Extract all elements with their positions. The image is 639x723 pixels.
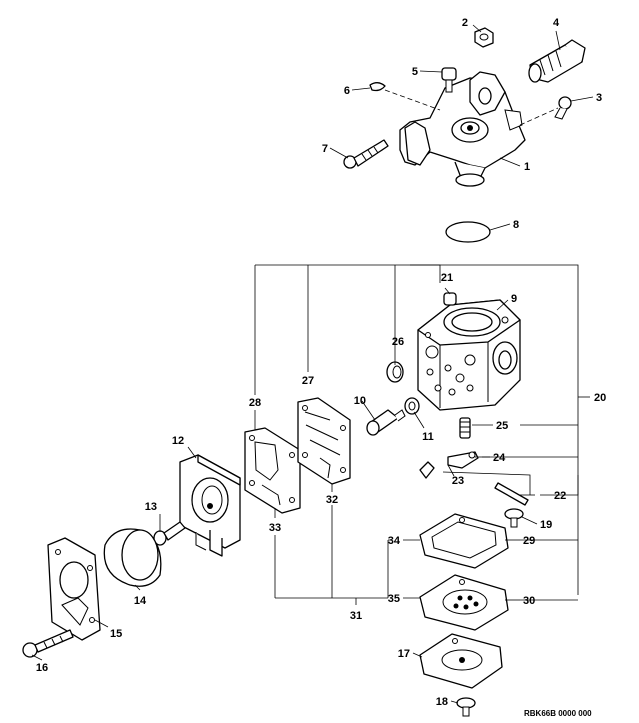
callout-22: 22 — [554, 490, 567, 502]
callout-21: 21 — [440, 272, 454, 284]
part-14-primer-bulb — [104, 529, 161, 586]
callout-17: 17 — [397, 648, 410, 660]
callout-5: 5 — [411, 66, 418, 78]
part-10-adjust-screw — [367, 410, 405, 435]
part-9-carburetor-body — [418, 300, 520, 410]
callout-24: 24 — [493, 452, 506, 464]
callout-8: 8 — [513, 219, 520, 231]
callout-31: 31 — [349, 610, 363, 622]
callout-9: 9 — [511, 293, 518, 305]
part-25-spring — [460, 418, 470, 438]
part-12-pump-cover — [180, 455, 240, 556]
part-2-nut — [475, 28, 493, 47]
callout-16: 16 — [35, 662, 49, 674]
part-6-clip — [370, 83, 385, 91]
part-11-spring — [405, 398, 419, 414]
callout-28: 28 — [248, 397, 262, 409]
callout-27: 27 — [301, 375, 315, 387]
callout-34: 34 — [387, 535, 400, 547]
callout-33: 33 — [268, 522, 282, 534]
callout-15: 15 — [110, 628, 123, 640]
part-15-cover-plate — [48, 538, 100, 640]
part-30-diaphragm — [420, 575, 508, 630]
callout-3: 3 — [596, 92, 603, 104]
part-29-gasket — [420, 514, 508, 568]
callout-20: 20 — [594, 392, 607, 404]
part-18-screw — [457, 698, 475, 716]
part-16-screw — [23, 630, 73, 657]
part-21-plug — [444, 293, 456, 305]
callout-13: 13 — [144, 501, 157, 513]
callout-1: 1 — [524, 161, 531, 173]
callout-25: 25 — [496, 420, 509, 432]
callout-12: 12 — [171, 435, 185, 447]
part-13-screw — [154, 522, 185, 545]
part-27-diaphragm — [298, 398, 350, 484]
figure-code: RBK66B 0000 000 — [524, 709, 592, 718]
callout-29: 29 — [523, 535, 536, 547]
callout-10: 10 — [353, 395, 366, 407]
part-23-needle — [420, 462, 434, 478]
part-1-inlet-bracket — [400, 72, 525, 186]
callout-26: 26 — [391, 336, 405, 348]
part-22-pin — [495, 483, 528, 505]
callout-35: 35 — [387, 593, 400, 605]
callout-7: 7 — [321, 143, 328, 155]
callout-4: 4 — [552, 17, 560, 29]
part-24-lever — [448, 452, 478, 468]
callout-23: 23 — [451, 475, 465, 487]
part-4-shaft — [529, 40, 585, 82]
callout-11: 11 — [422, 431, 434, 443]
part-17-diaphragm-cover — [420, 634, 502, 688]
callout-30: 30 — [523, 595, 536, 607]
callout-14: 14 — [133, 595, 147, 607]
callout-2: 2 — [461, 17, 468, 29]
part-28-gasket — [245, 428, 300, 513]
callout-18: 18 — [435, 696, 448, 708]
callout-19: 19 — [540, 519, 553, 531]
part-19-screw — [505, 509, 523, 527]
callout-32: 32 — [325, 494, 339, 506]
part-8-o-ring — [446, 222, 490, 242]
callout-6: 6 — [343, 85, 350, 97]
part-7-screw — [344, 140, 388, 168]
